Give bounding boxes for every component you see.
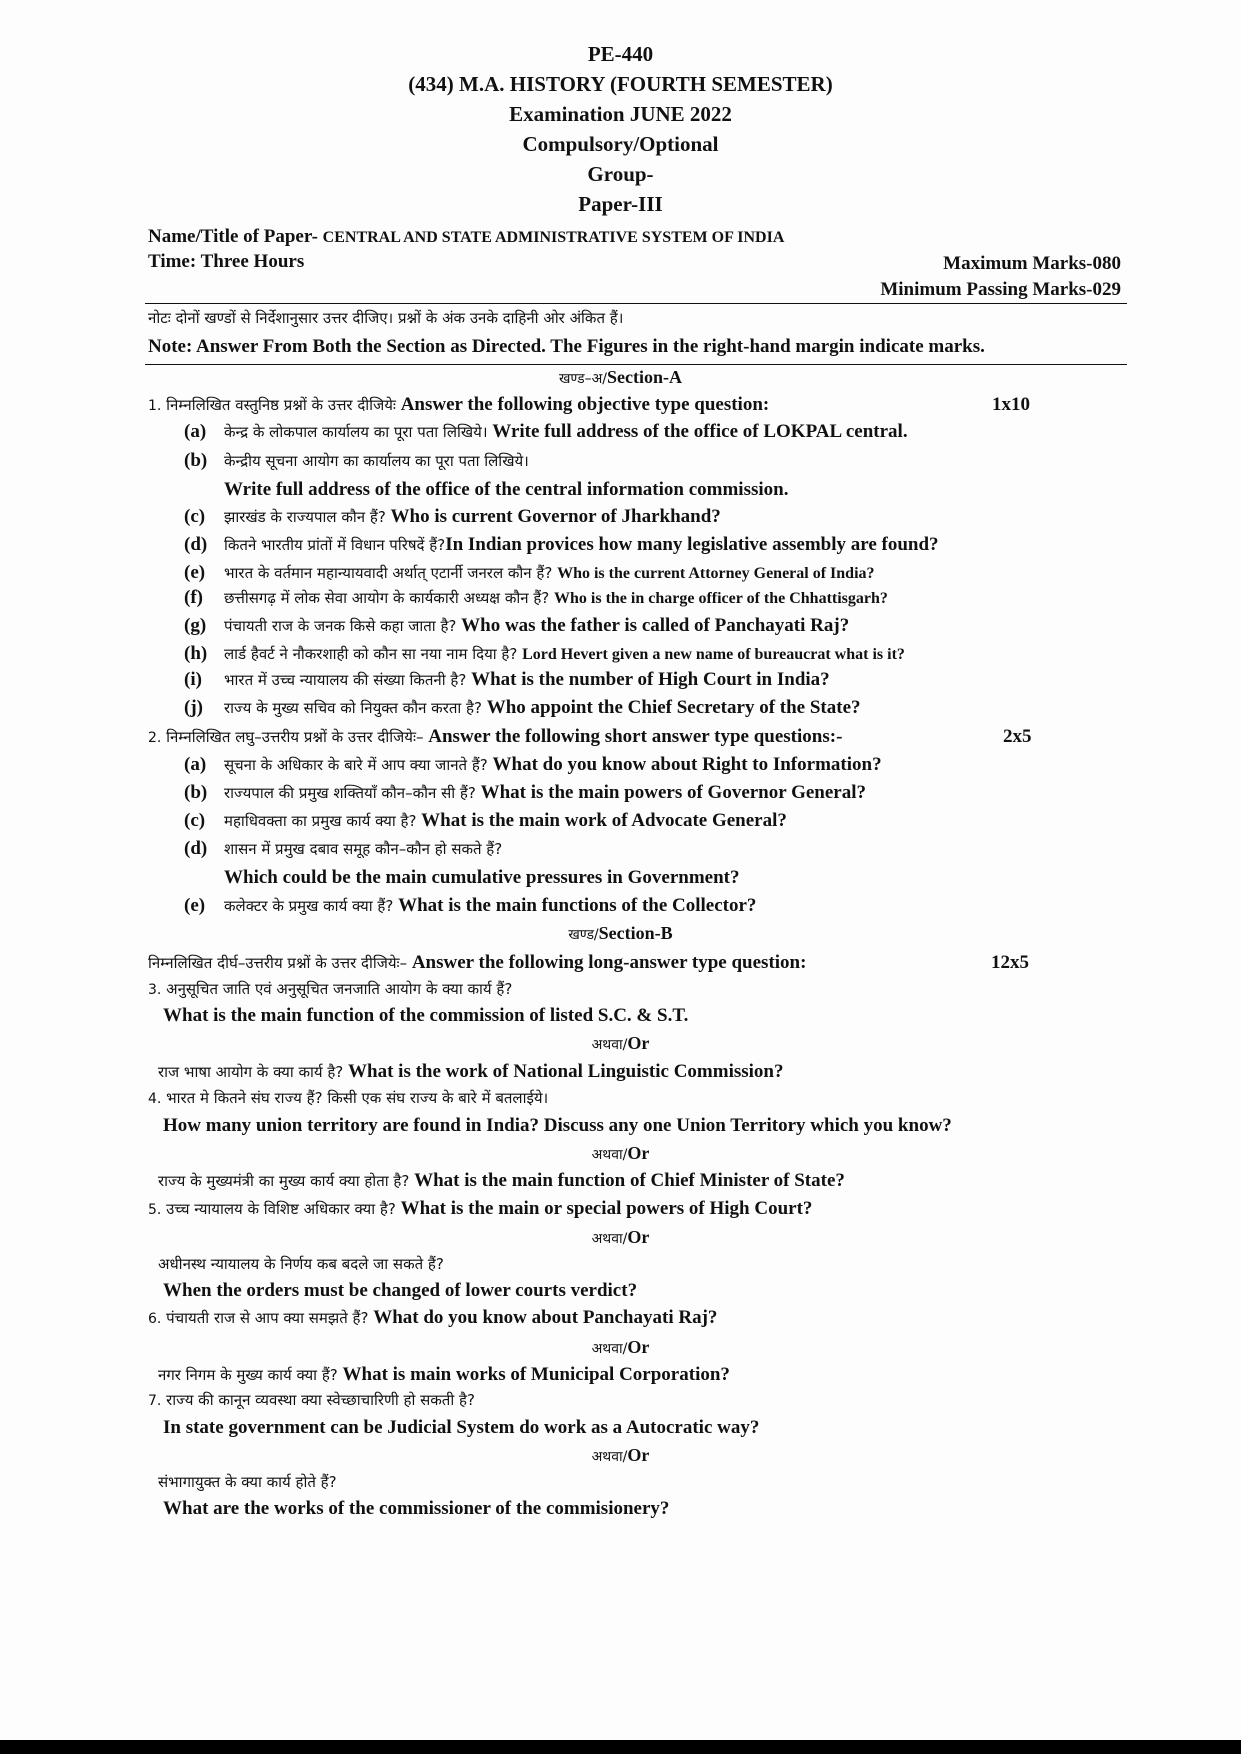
item-english: What is the main powers of Governor General? <box>480 782 867 803</box>
or-hindi: अथवा/ <box>591 1341 628 1357</box>
alt-hindi: राज भाषा आयोग के क्या कार्य है? <box>158 1063 344 1081</box>
item-hindi: कलेक्टर के प्रमुख कार्य क्या हैं? <box>224 897 394 915</box>
instruction-hindi: निम्नलिखित दीर्घ–उत्तरीय प्रश्नों के उत्तर दीजियेः– <box>148 954 408 972</box>
item-letter: (d) <box>184 838 208 859</box>
question-6 <box>148 1305 717 1332</box>
list-item <box>184 808 787 834</box>
or-english: Or <box>627 1337 650 1357</box>
alt-hindi: राज्य के मुख्यमंत्री का मुख्य कार्य क्या होता है? <box>158 1172 410 1190</box>
alt-english: What is the main function of Chief Minister of State? <box>414 1170 845 1191</box>
question-number: 6. <box>148 1311 162 1327</box>
time-allowed: Time: Three Hours <box>148 251 305 272</box>
paper-name-line <box>148 224 784 251</box>
item-hindi: सूचना के अधिकार के बारे में आप क्या जानते हैं? <box>224 756 488 774</box>
alt-hindi: अधीनस्थ न्यायालय के निर्णय कब बदले जा सकते हैं? <box>158 1255 444 1273</box>
alt-english: What is main works of Municipal Corporation? <box>342 1364 730 1385</box>
question-3-english <box>163 1003 688 1029</box>
question-hindi: निम्नलिखित वस्तुनिष्ठ प्रश्नों के उत्तर दीजियेः <box>166 396 396 414</box>
question-5 <box>148 1196 812 1223</box>
question-number: 2. <box>148 730 162 746</box>
or-english: Or <box>627 1033 650 1053</box>
list-item <box>184 560 875 587</box>
question-hindi: भारत मे कितने संघ राज्य हैं? किसी एक संघ राज्य के बारे में बतलाईये। <box>166 1089 549 1107</box>
item-hindi: लार्ड हैवर्ट ने नौकरशाही को कौन सा नया नाम दिया है? <box>224 645 518 663</box>
or-separator <box>0 1335 1241 1361</box>
list-item <box>184 419 908 445</box>
item-english: Who is current Governor of Jharkhand? <box>390 506 721 527</box>
item-english: Who was the father is called of Panchayati Raj? <box>461 615 850 636</box>
item-hindi: भारत के वर्तमान महान्यायवादी अर्थात् एटार्नी जनरल कौन हैं? <box>224 564 553 582</box>
item-hindi: कितने भारतीय प्रांतों में विधान परिषदें हैं? <box>224 536 446 554</box>
question-4-english <box>163 1113 952 1139</box>
question-hindi: निम्नलिखित लघु–उत्तरीय प्रश्नों के उत्तर दीजियेः– <box>166 728 424 746</box>
item-hindi: राज्य के मुख्य सचिव को नियुक्त कौन करता है? <box>224 699 482 717</box>
paper-number: Paper-III <box>578 192 663 216</box>
question-3-hindi <box>148 976 512 1003</box>
item-hindi: छत्तीसगढ़ में लोक सेवा आयोग के कार्यकारी अध्यक्ष कौन हैं? <box>224 589 550 607</box>
group-label: Group- <box>587 162 654 186</box>
item-hindi: केन्द्रीय सूचना आयोग का कार्यालय का पूरा पता लिखिये। <box>224 452 529 470</box>
question-4-alternative <box>158 1168 845 1194</box>
list-item <box>184 641 905 668</box>
exam-session: Examination JUNE 2022 <box>509 102 732 126</box>
list-item <box>184 893 756 919</box>
list-item <box>184 780 866 806</box>
question-1 <box>148 392 769 419</box>
note-hindi: नोटः दोनों खण्डों से निर्देशानुसार उत्तर दीजिए। प्रश्नों के अंक उनके दाहिनी ओर अंकित हैं। <box>148 309 624 327</box>
question-number: 1. <box>148 398 162 414</box>
question-hindi: अनुसूचित जाति एवं अनुसूचित जनजाति आयोग के क्या कार्य हैं? <box>166 980 513 998</box>
item-letter: (c) <box>184 506 206 527</box>
item-letter: (f) <box>184 587 203 608</box>
question-english: What is the main function of the commission of listed S.C. & S.T. <box>163 1005 689 1026</box>
question-5-alternative-hindi <box>158 1251 444 1277</box>
list-item <box>184 752 882 778</box>
or-separator <box>0 1141 1241 1167</box>
maximum-marks: Maximum Marks-080 <box>943 253 1121 274</box>
section-a-heading <box>0 365 1241 391</box>
alt-english: What are the works of the commissioner of the commisionery? <box>163 1498 670 1519</box>
section-b-instruction <box>148 950 806 976</box>
item-english: Lord Hevert given a new name of bureaucrat what is it? <box>522 646 905 663</box>
alt-hindi: संभागायुक्त के क्या कार्य होते हैं? <box>158 1473 337 1491</box>
list-item <box>184 448 529 474</box>
list-item <box>184 504 721 530</box>
question-number: 4. <box>148 1091 162 1107</box>
section-b-heading <box>0 921 1241 947</box>
item-letter: (g) <box>184 615 207 636</box>
list-item <box>184 532 939 558</box>
item-hindi: भारत में उच्च न्यायालय की संख्या कितनी है? <box>224 671 467 689</box>
item-letter: (c) <box>184 810 206 831</box>
list-item <box>184 585 888 612</box>
paper-code: PE-440 <box>587 42 654 66</box>
section-b-english: Section-B <box>598 923 673 943</box>
question-english: Answer the following short answer type questions:- <box>428 726 843 747</box>
list-item-continuation <box>224 865 739 891</box>
question-number: 3. <box>148 982 162 998</box>
item-english: Who appoint the Chief Secretary of the State? <box>486 697 861 718</box>
paper-title: CENTRAL AND STATE ADMINISTRATIVE SYSTEM OF INDIA <box>322 229 785 246</box>
divider-top <box>145 303 1127 304</box>
question-english: What is the main or special powers of High Court? <box>400 1198 813 1219</box>
question-2 <box>148 724 842 751</box>
item-english: What is the main functions of the Collector? <box>398 895 757 916</box>
note-english: Note: Answer From Both the Section as Directed. The Figures in the right-hand margin indicate marks. <box>148 336 985 357</box>
or-separator <box>0 1443 1241 1469</box>
section-b-hindi: खण्ड/ <box>568 927 599 943</box>
question-english: In state government can be Judicial System do work as a Autocratic way? <box>163 1417 760 1438</box>
or-hindi: अथवा/ <box>591 1231 628 1247</box>
question-number: 5. <box>148 1202 162 1218</box>
item-english: What is the number of High Court in India? <box>471 669 830 690</box>
alt-english: What is the work of National Linguistic Commission? <box>348 1061 784 1082</box>
or-hindi: अथवा/ <box>591 1147 628 1163</box>
instruction-english: Answer the following long-answer type question: <box>411 952 807 973</box>
item-hindi: केन्द्र के लोकपाल कार्यालय का पूरा पता लिखिये। <box>224 423 488 441</box>
scan-edge-bar <box>0 1740 1241 1754</box>
item-letter: (e) <box>184 895 206 916</box>
question-hindi: पंचायती राज से आप क्या समझते हैं? <box>166 1309 369 1327</box>
section-a-english: Section-A <box>607 367 682 387</box>
item-hindi: झारखंड के राज्यपाल कौन हैं? <box>224 508 386 526</box>
list-item <box>184 667 830 693</box>
list-item <box>184 836 502 862</box>
question-7-hindi <box>148 1387 475 1414</box>
item-hindi: राज्यपाल की प्रमुख शक्तियाँ कौन–कौन सी हैं? <box>224 784 476 802</box>
item-letter: (b) <box>184 450 208 471</box>
question-6-alternative <box>158 1362 730 1388</box>
paper-type: Compulsory/Optional <box>522 132 719 156</box>
question-english: Answer the following objective type question: <box>400 394 770 415</box>
section-b-marks: 12x5 <box>991 952 1029 973</box>
or-english: Or <box>627 1143 650 1163</box>
alt-hindi: नगर निगम के मुख्य कार्य क्या हैं? <box>158 1366 338 1384</box>
question-hindi: उच्च न्यायालय के विशिष्ट अधिकार क्या है? <box>166 1200 396 1218</box>
question-2-marks: 2x5 <box>1003 726 1032 747</box>
item-english: Who is the current Attorney General of India? <box>557 565 875 582</box>
question-7-english <box>163 1415 759 1441</box>
question-7-alternative-hindi <box>158 1469 337 1495</box>
item-letter: (e) <box>184 562 206 583</box>
question-english: What do you know about Panchayati Raj? <box>373 1307 718 1328</box>
item-hindi: शासन में प्रमुख दबाव समूह कौन–कौन हो सकते हैं? <box>224 840 503 858</box>
question-7-alternative-english <box>163 1496 669 1522</box>
item-english: What is the main work of Advocate General? <box>421 810 787 831</box>
item-letter: (b) <box>184 782 208 803</box>
or-english: Or <box>627 1445 650 1465</box>
question-number: 7. <box>148 1393 162 1409</box>
list-item <box>184 613 849 639</box>
or-hindi: अथवा/ <box>591 1449 628 1465</box>
item-letter: (h) <box>184 643 208 664</box>
item-letter: (j) <box>184 697 203 718</box>
question-english: How many union territory are found in India? Discuss any one Union Territory which you know? <box>163 1115 952 1136</box>
item-hindi: पंचायती राज के जनक किसे कहा जाता है? <box>224 617 457 635</box>
question-1-marks: 1x10 <box>992 394 1030 415</box>
item-english: What do you know about Right to Information? <box>492 754 882 775</box>
question-3-alternative <box>158 1059 783 1085</box>
course-title: (434) M.A. HISTORY (FOURTH SEMESTER) <box>408 72 833 96</box>
or-separator <box>0 1225 1241 1251</box>
minimum-passing-marks: Minimum Passing Marks-029 <box>880 279 1121 300</box>
item-english: Which could be the main cumulative pressures in Government? <box>224 867 740 888</box>
list-item-continuation <box>224 477 788 503</box>
list-item <box>184 695 861 721</box>
section-a-hindi: खण्ड–अ/ <box>558 371 607 387</box>
item-hindi: महाधिवक्ता का प्रमुख कार्य क्या है? <box>224 812 417 830</box>
item-letter: (d) <box>184 534 208 555</box>
question-hindi: राज्य की कानून व्यवस्था क्या स्वेच्छाचारिणी हो सकती है? <box>166 1391 475 1409</box>
or-hindi: अथवा/ <box>591 1037 628 1053</box>
item-letter: (a) <box>184 754 207 775</box>
alt-english: When the orders must be changed of lower courts verdict? <box>163 1280 638 1301</box>
item-english: Write full address of the office of LOKPAL central. <box>492 421 908 442</box>
question-4-hindi <box>148 1085 548 1112</box>
item-english: Who is the in charge officer of the Chhattisgarh? <box>554 590 888 607</box>
item-english: In Indian provices how many legislative assembly are found? <box>445 534 939 555</box>
question-5-alternative-english <box>163 1278 637 1304</box>
or-english: Or <box>627 1227 650 1247</box>
or-separator <box>0 1031 1241 1057</box>
item-letter: (a) <box>184 421 207 442</box>
item-letter: (i) <box>184 669 202 690</box>
name-label: Name/Title of Paper- <box>148 226 318 247</box>
item-english: Write full address of the office of the central information commission. <box>224 479 789 500</box>
